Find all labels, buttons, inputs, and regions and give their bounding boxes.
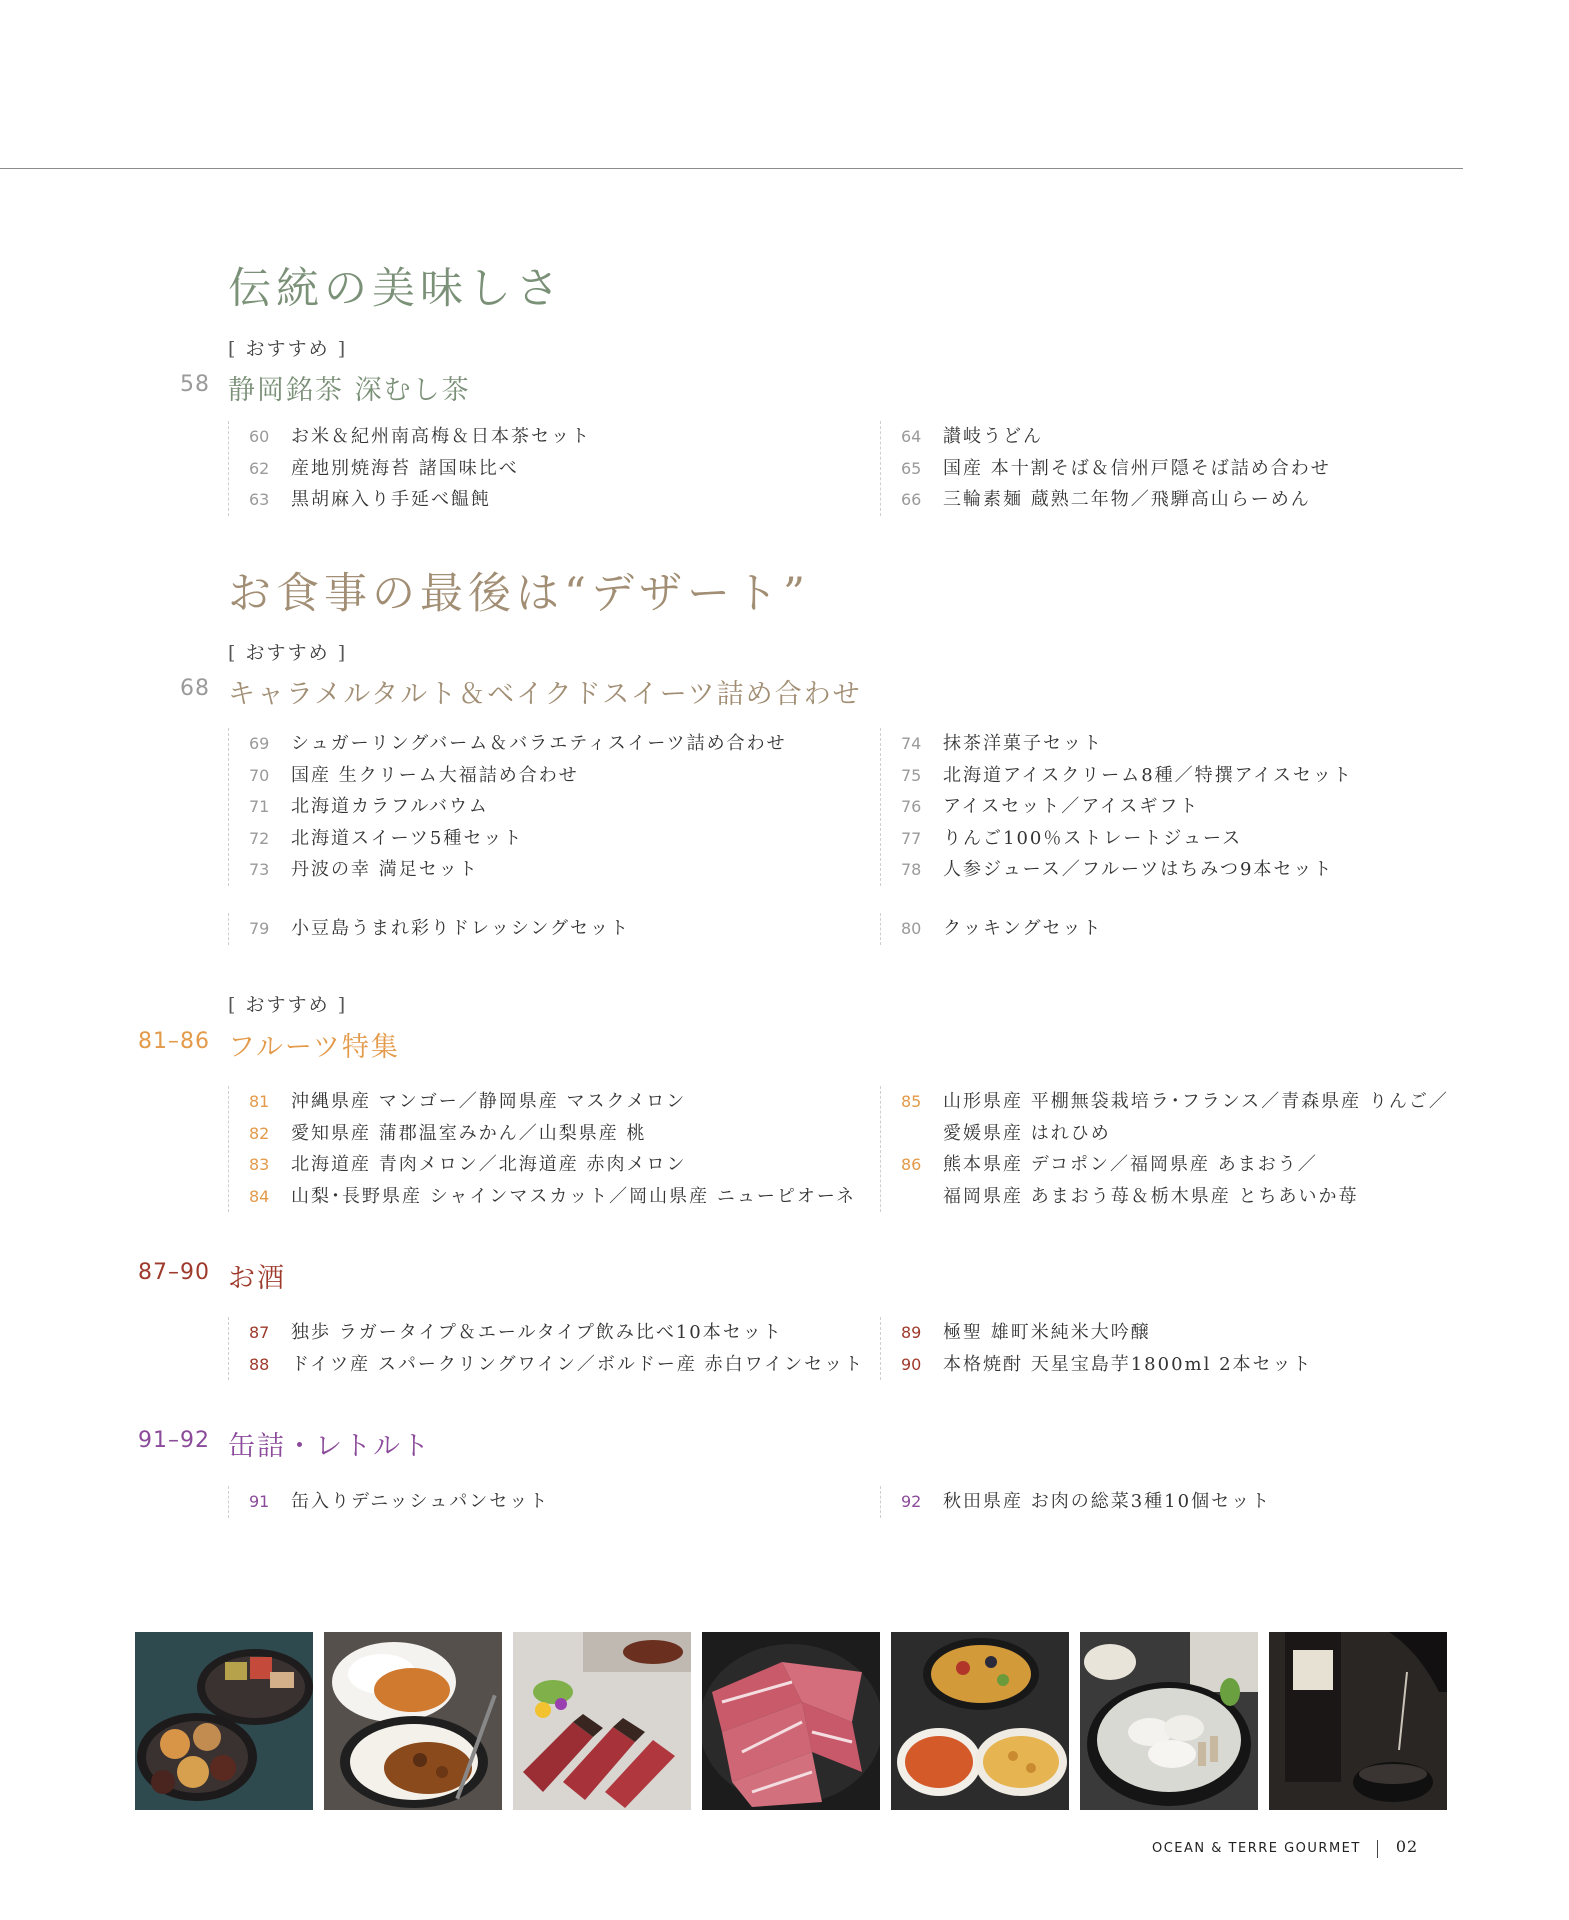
list-dessert-right (880, 728, 1481, 886)
item-text: りんご100％ストレートジュース (943, 827, 1243, 849)
item-num: 71 (249, 797, 270, 816)
list-canned-left (228, 1486, 849, 1518)
item-num: 72 (249, 828, 270, 848)
item-num: 78 (901, 860, 922, 879)
list-item[interactable] (901, 1086, 1481, 1118)
item-text: アイスセット／アイスギフト (943, 796, 1200, 817)
list-item[interactable] (901, 1149, 1481, 1181)
page-number: 02 (1395, 1837, 1419, 1856)
item-text: 愛媛県産 はれひめ (943, 1122, 1111, 1144)
item-num: 69 (249, 734, 270, 753)
list-traditional-left (228, 421, 849, 516)
list-item[interactable] (901, 453, 1481, 485)
list-item[interactable] (901, 854, 1481, 886)
item-text: 北海道産 青肉メロン／北海道産 赤肉メロン (291, 1154, 687, 1175)
item-text: ドイツ産 スパークリングワイン／ボルドー産 赤白ワインセット (291, 1353, 865, 1375)
osusume-label: [ おすすめ ] (228, 994, 348, 1016)
photo-katsuo-tataki (513, 1632, 691, 1810)
item-text: 黒胡麻入り手延べ饂飩 (291, 489, 491, 510)
list-item[interactable] (901, 913, 1481, 945)
item-text: 独歩 ラガータイプ＆エールタイプ飲み比べ10本セット (291, 1322, 783, 1343)
item-num: 62 (249, 458, 270, 478)
photo-curry (324, 1632, 502, 1810)
item-text: 山梨･長野県産 シャインマスカット／岡山県産 ニューピオーネ (291, 1185, 857, 1207)
list-dessert-right-extra (880, 913, 1481, 945)
top-rule (0, 168, 1463, 169)
item-text: 福岡県産 あまおう苺＆栃木県産 とちあいか苺 (943, 1185, 1359, 1207)
item-text: クッキングセット (943, 918, 1103, 939)
item-num: 83 (249, 1155, 270, 1174)
item-text: 讃岐うどん (943, 426, 1043, 447)
item-text: 産地別焼海苔 諸国味比べ (291, 457, 519, 479)
item-num: 85 (901, 1092, 922, 1111)
item-text: 抹茶洋菓子セット (943, 733, 1103, 754)
list-dessert-left (228, 728, 849, 886)
list-sake-left (228, 1317, 865, 1380)
photo-dessert-plate (135, 1632, 313, 1810)
item-num: 70 (249, 765, 270, 785)
item-text: 三輪素麺 蔵熟二年物／飛騨高山らーめん (943, 489, 1311, 510)
item-num: 81 (249, 1092, 270, 1111)
item-text: お米＆紀州南高梅＆日本茶セット (291, 426, 591, 447)
item-num: 75 (901, 765, 922, 785)
list-sake-right (880, 1317, 1481, 1380)
list-dessert-left-extra (228, 913, 849, 945)
list-item[interactable] (901, 728, 1481, 760)
list-item[interactable] (901, 484, 1481, 516)
item-num: 79 (249, 919, 270, 938)
item-text: 国産 生クリーム大福詰め合わせ (291, 764, 579, 786)
item-num: 87 (249, 1323, 270, 1342)
list-item[interactable] (901, 760, 1481, 792)
item-text: 熊本県産 デコポン／福岡県産 あまおう／ (943, 1154, 1318, 1175)
list-fruit-right (880, 1086, 1481, 1212)
item-text: 缶入りデニッシュパンセット (291, 1491, 550, 1512)
item-num: 73 (249, 860, 270, 879)
osusume-label: [ おすすめ ] (228, 338, 348, 360)
item-num: 84 (249, 1186, 270, 1206)
item-num: 82 (249, 1123, 270, 1143)
feature-name: フルーツ特集 (228, 1032, 400, 1063)
item-num: 91 (249, 1492, 270, 1511)
item-num: 90 (901, 1354, 922, 1374)
list-item[interactable] (901, 791, 1481, 823)
item-num: 63 (249, 490, 270, 509)
item-text: 北海道アイスクリーム8種／特撰アイスセット (943, 764, 1353, 786)
feature-name: キャラメルタルト＆ベイクドスイーツ詰め合わせ (228, 679, 862, 710)
list-item[interactable] (901, 1317, 1481, 1349)
photo-sake-pour (1269, 1632, 1447, 1810)
item-num: 86 (901, 1155, 922, 1174)
item-text: 沖縄県産 マンゴー／静岡県産 マスクメロン (291, 1091, 687, 1112)
list-fruit-left (228, 1086, 857, 1212)
item-text: 小豆島うまれ彩りドレッシングセット (291, 918, 631, 939)
list-item[interactable] (249, 1349, 865, 1381)
brand-name: OCEAN & TERRE GOURMET (1152, 1841, 1361, 1856)
item-num: 64 (901, 427, 922, 446)
osusume-label: [ おすすめ ] (228, 642, 348, 664)
list-item[interactable] (249, 1149, 849, 1181)
feature-num: 58 (180, 372, 210, 397)
feature-num: 91–92 (138, 1428, 210, 1453)
list-item[interactable] (249, 1118, 849, 1150)
list-item[interactable] (249, 1086, 849, 1118)
item-text: シュガーリングバーム＆バラエティスイーツ詰め合わせ (291, 733, 787, 754)
list-item[interactable] (901, 1349, 1481, 1381)
list-item-continuation[interactable] (901, 1181, 1481, 1213)
list-item[interactable] (901, 421, 1481, 453)
list-item-continuation[interactable] (901, 1118, 1481, 1150)
list-item[interactable] (249, 791, 849, 823)
photo-paella-gratin (891, 1632, 1069, 1810)
item-num: 88 (249, 1354, 270, 1374)
list-traditional-right (880, 421, 1481, 516)
item-text: 丹波の幸 満足セット (291, 859, 479, 880)
list-item[interactable] (249, 1181, 857, 1213)
list-canned-right (880, 1486, 1481, 1518)
list-item[interactable] (249, 728, 849, 760)
item-text: 本格焼酎 天星宝島芋1800ml 2本セット (943, 1353, 1313, 1375)
item-num: 80 (901, 919, 922, 938)
section-title-traditional: 伝統の美味しさ (228, 264, 564, 314)
item-num: 89 (901, 1323, 922, 1342)
list-item[interactable] (249, 913, 849, 945)
list-item[interactable] (249, 421, 849, 453)
item-text: 人参ジュース／フルーツはちみつ9本セット (943, 859, 1334, 880)
photo-nabe (1080, 1632, 1258, 1810)
feature-num: 68 (180, 676, 210, 701)
list-item[interactable] (249, 1317, 849, 1349)
feature-name: お酒 (228, 1263, 286, 1294)
photo-strip (135, 1632, 1444, 1810)
feature-name: 缶詰・レトルト (228, 1431, 431, 1462)
item-num: 77 (901, 828, 922, 848)
item-num: 65 (901, 458, 922, 478)
feature-num: 81–86 (138, 1029, 210, 1054)
photo-wagyu (702, 1632, 880, 1810)
list-item[interactable] (249, 1486, 849, 1518)
page-footer (1152, 1837, 1418, 1858)
item-num: 92 (901, 1492, 922, 1511)
list-item[interactable] (249, 823, 849, 855)
list-item[interactable] (901, 1486, 1481, 1518)
item-num: 66 (901, 490, 922, 509)
item-text: 北海道カラフルバウム (291, 796, 489, 817)
item-text: 国産 本十割そば＆信州戸隠そば詰め合わせ (943, 457, 1331, 479)
item-text: 秋田県産 お肉の総菜3種10個セット (943, 1491, 1272, 1512)
item-text: 山形県産 平棚無袋栽培ラ･フランス／青森県産 りんご／ (943, 1091, 1449, 1112)
item-text: 愛知県産 蒲郡温室みかん／山梨県産 桃 (291, 1122, 647, 1144)
section-title-dessert: お食事の最後は“デザート” (228, 569, 810, 619)
footer-divider (1377, 1840, 1378, 1858)
item-num: 74 (901, 734, 922, 753)
feature-name: 静岡銘茶 深むし茶 (228, 375, 471, 406)
list-item[interactable] (249, 854, 849, 886)
item-num: 76 (901, 797, 922, 816)
list-item[interactable] (249, 760, 849, 792)
list-item[interactable] (901, 823, 1481, 855)
item-text: 北海道スイーツ5種セット (291, 827, 524, 849)
list-item[interactable] (249, 453, 849, 485)
list-item[interactable] (249, 484, 849, 516)
item-text: 極聖 雄町米純米大吟醸 (943, 1322, 1151, 1343)
feature-num: 87–90 (138, 1260, 210, 1285)
item-num: 60 (249, 427, 270, 446)
